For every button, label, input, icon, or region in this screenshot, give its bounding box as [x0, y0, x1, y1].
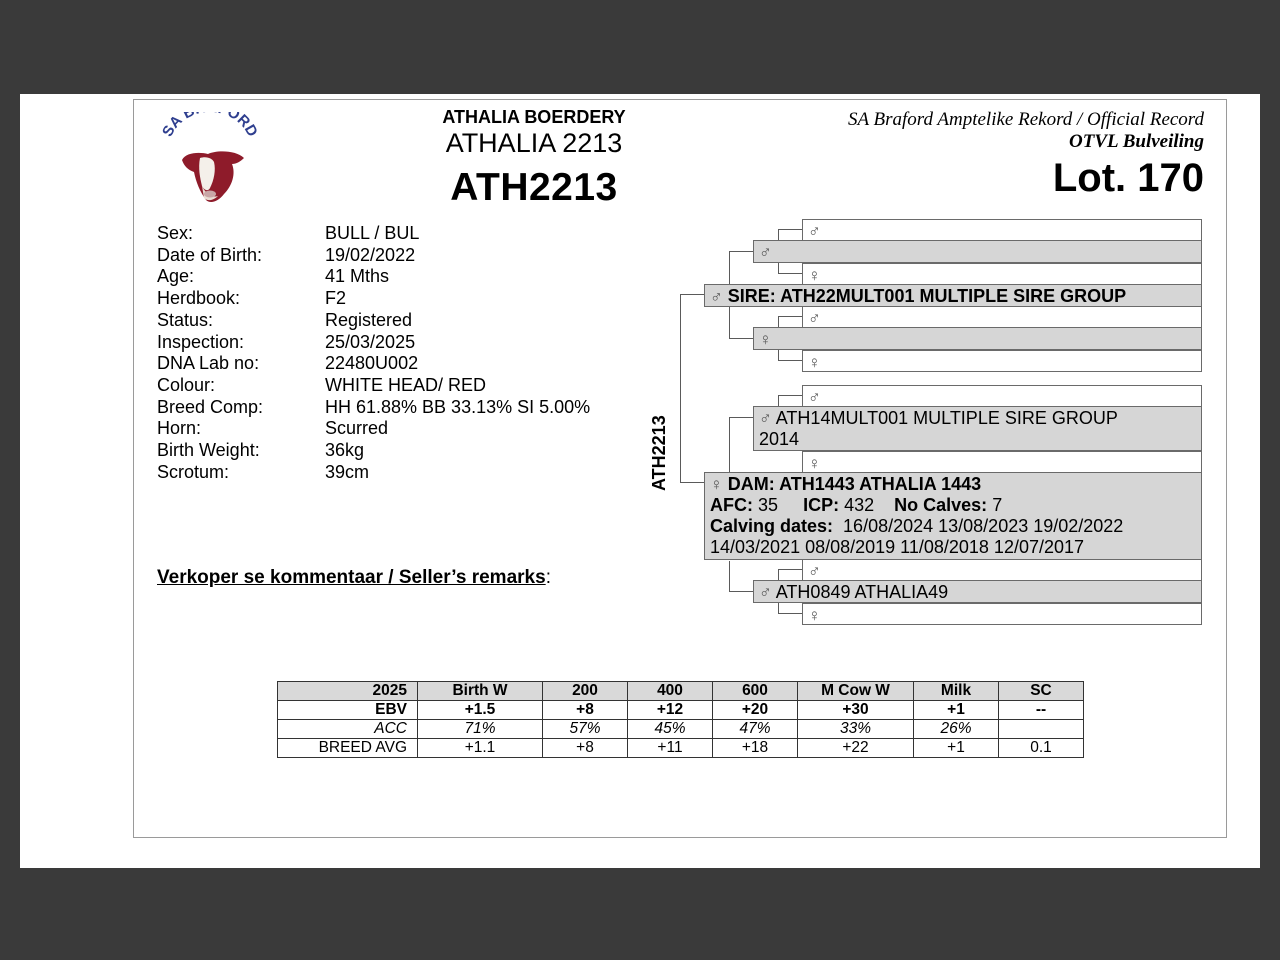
male-icon: ♂	[808, 562, 821, 581]
table-header-cell: Milk	[914, 682, 999, 701]
table-cell	[999, 720, 1084, 739]
animal-id: ATH2213	[450, 166, 618, 209]
table-cell: +11	[628, 739, 713, 758]
table-cell: 71%	[418, 720, 543, 739]
info-row	[157, 418, 590, 440]
table-cell: 57%	[543, 720, 628, 739]
pedigree-connector	[778, 229, 802, 230]
female-icon: ♀	[808, 353, 821, 372]
male-icon: ♂	[759, 243, 772, 262]
male-icon: ♂	[808, 388, 821, 407]
info-row	[157, 310, 590, 332]
pedigree-dam	[704, 472, 1202, 560]
dam-sire-year: 2014	[759, 429, 800, 449]
animal-name: ATHALIA 2213	[445, 128, 623, 158]
female-icon: ♀	[808, 266, 821, 285]
table-row-acc	[278, 720, 1084, 739]
table-cell: 33%	[798, 720, 914, 739]
male-icon: ♂	[759, 583, 772, 602]
table-header-cell: 600	[713, 682, 798, 701]
pedigree-sire	[704, 284, 1202, 307]
info-label: Status:	[157, 309, 214, 330]
table-cell: +12	[628, 701, 713, 720]
icp-label: ICP:	[803, 495, 840, 515]
sellers-remarks-heading	[157, 567, 551, 589]
info-label: DNA Lab no:	[157, 353, 260, 374]
info-value: 25/03/2025	[325, 331, 416, 352]
pedigree-dam-sire	[753, 406, 1202, 451]
info-label: Colour:	[157, 374, 216, 395]
record-card	[133, 99, 1227, 838]
table-header-row	[278, 682, 1084, 701]
dam-name: DAM: ATH1443 ATHALIA 1443	[727, 474, 982, 494]
calving-dates-1: 16/08/2024 13/08/2023 19/02/2022	[843, 516, 1124, 536]
pedigree-dam-dam-sire	[802, 559, 1202, 581]
table-cell: --	[999, 701, 1084, 720]
table-cell: ACC	[278, 720, 418, 739]
pedigree-connector	[729, 338, 753, 339]
info-row	[157, 353, 590, 375]
pedigree-connector	[729, 251, 753, 252]
table-cell: 45%	[628, 720, 713, 739]
info-row	[157, 462, 590, 484]
table-cell: +8	[543, 739, 628, 758]
table-cell: +8	[543, 701, 628, 720]
pedigree-chart	[644, 221, 1204, 641]
info-label: Breed Comp:	[157, 396, 264, 417]
pedigree-connector	[729, 417, 753, 418]
pedigree-sire-sire	[753, 240, 1202, 263]
table-cell: BREED AVG	[278, 739, 418, 758]
male-icon: ♂	[759, 409, 772, 428]
pedigree-connector	[680, 294, 704, 295]
info-value: WHITE HEAD/ RED	[325, 374, 487, 395]
table-cell: +22	[798, 739, 914, 758]
table-cell: +30	[798, 701, 914, 720]
pedigree-sire-dam-sire	[802, 306, 1202, 328]
info-value: Registered	[325, 309, 413, 330]
table-header-cell: 2025	[278, 682, 418, 701]
table-cell: +1.5	[418, 701, 543, 720]
afc-value: 35	[758, 495, 779, 515]
dam-dam-name: ATH0849 ATHALIA49	[775, 582, 949, 602]
remarks-label: Verkoper se kommentaar / Seller’s remarks	[157, 567, 546, 588]
info-value: 41 Mths	[325, 266, 390, 287]
info-row	[157, 440, 590, 462]
calves-label: No Calves:	[894, 495, 988, 515]
table-row-breed-avg	[278, 739, 1084, 758]
icp-value: 432	[844, 495, 875, 515]
female-icon: ♀	[808, 454, 821, 473]
info-row	[157, 375, 590, 397]
pedigree-dam-dam	[753, 580, 1202, 603]
calves-value: 7	[992, 495, 1003, 515]
info-value: 22480U002	[325, 353, 419, 374]
table-cell: 26%	[914, 720, 999, 739]
table-header-cell: 400	[628, 682, 713, 701]
male-icon: ♂	[710, 287, 723, 306]
male-icon: ♂	[808, 309, 821, 328]
afc-label: AFC:	[710, 495, 753, 515]
pedigree-dam-dam-dam	[802, 603, 1202, 625]
pedigree-connector	[778, 613, 802, 614]
document-page	[20, 94, 1260, 868]
info-row	[157, 288, 590, 310]
info-label: Inspection:	[157, 331, 245, 352]
table-cell: +20	[713, 701, 798, 720]
female-icon: ♀	[759, 330, 772, 349]
pedigree-sire-dam-dam	[802, 350, 1202, 372]
info-row	[157, 266, 590, 288]
pedigree-sire-sire-sire	[802, 219, 1202, 241]
pedigree-connector	[680, 294, 681, 483]
info-row	[157, 332, 590, 354]
info-value: HH 61.88% BB 33.13% SI 5.00%	[325, 396, 591, 417]
pedigree-connector	[729, 591, 753, 592]
ebv-table	[277, 681, 1084, 758]
female-icon: ♀	[710, 475, 723, 494]
animal-info-list	[157, 223, 590, 483]
pedigree-connector	[778, 273, 802, 274]
record-line: SA Braford Amptelike Rekord / Official Record	[848, 109, 1204, 130]
logo-text: SA B ORD	[160, 112, 260, 140]
pedigree-sire-sire-dam	[802, 263, 1202, 285]
pedigree-animal-id: ATH2213	[649, 415, 669, 491]
info-value: BULL / BUL	[325, 223, 420, 243]
table-header-cell: M Cow W	[798, 682, 914, 701]
lot-number: Lot. 170	[1052, 156, 1204, 200]
info-label: Horn:	[157, 418, 202, 439]
info-value: Scurred	[325, 418, 389, 439]
pedigree-connector	[778, 316, 802, 317]
table-cell: EBV	[278, 701, 418, 720]
calving-label: Calving dates:	[710, 516, 834, 536]
dam-sire-name: ATH14MULT001 MULTIPLE SIRE GROUP	[775, 408, 1118, 428]
table-header-cell: Birth W	[418, 682, 543, 701]
calving-dates-2: 14/03/2021 08/08/2019 11/08/2018 12/07/2017	[710, 537, 1085, 557]
info-value: 39cm	[325, 461, 370, 482]
info-label: Birth Weight:	[157, 440, 260, 461]
table-cell: +1	[914, 739, 999, 758]
info-value: F2	[325, 288, 347, 309]
info-row	[157, 245, 590, 267]
male-icon: ♂	[808, 222, 821, 241]
table-header-cell: 200	[543, 682, 628, 701]
pedigree-connector	[778, 360, 802, 361]
female-icon: ♀	[808, 606, 821, 625]
info-value: 36kg	[325, 440, 365, 461]
table-cell: +1.1	[418, 739, 543, 758]
info-label: Scrotum:	[157, 461, 230, 482]
info-label: Date of Birth:	[157, 244, 263, 265]
table-header-cell: SC	[999, 682, 1084, 701]
table-cell: +1	[914, 701, 999, 720]
remarks-colon: :	[545, 567, 551, 588]
info-label: Sex:	[157, 223, 194, 243]
pedigree-connector	[778, 569, 802, 570]
table-cell: 0.1	[999, 739, 1084, 758]
sale-name: OTVL Bulveiling	[1069, 131, 1204, 152]
pedigree-sire-dam	[753, 327, 1202, 350]
pedigree-dam-sire-dam	[802, 451, 1202, 473]
pedigree-dam-sire-sire	[802, 385, 1202, 407]
table-cell: 47%	[713, 720, 798, 739]
table-cell: +18	[713, 739, 798, 758]
pedigree-connector	[729, 561, 730, 592]
farm-name: ATHALIA BOERDERY	[442, 107, 626, 127]
info-value: 19/02/2022	[325, 244, 416, 265]
info-label: Age:	[157, 266, 195, 287]
info-row	[157, 223, 590, 245]
pedigree-connector	[680, 482, 704, 483]
info-row	[157, 397, 590, 419]
info-label: Herdbook:	[157, 288, 241, 309]
pedigree-connector	[778, 395, 802, 396]
table-row-ebv	[278, 701, 1084, 720]
sire-name: SIRE: ATH22MULT001 MULTIPLE SIRE GROUP	[727, 286, 1127, 306]
